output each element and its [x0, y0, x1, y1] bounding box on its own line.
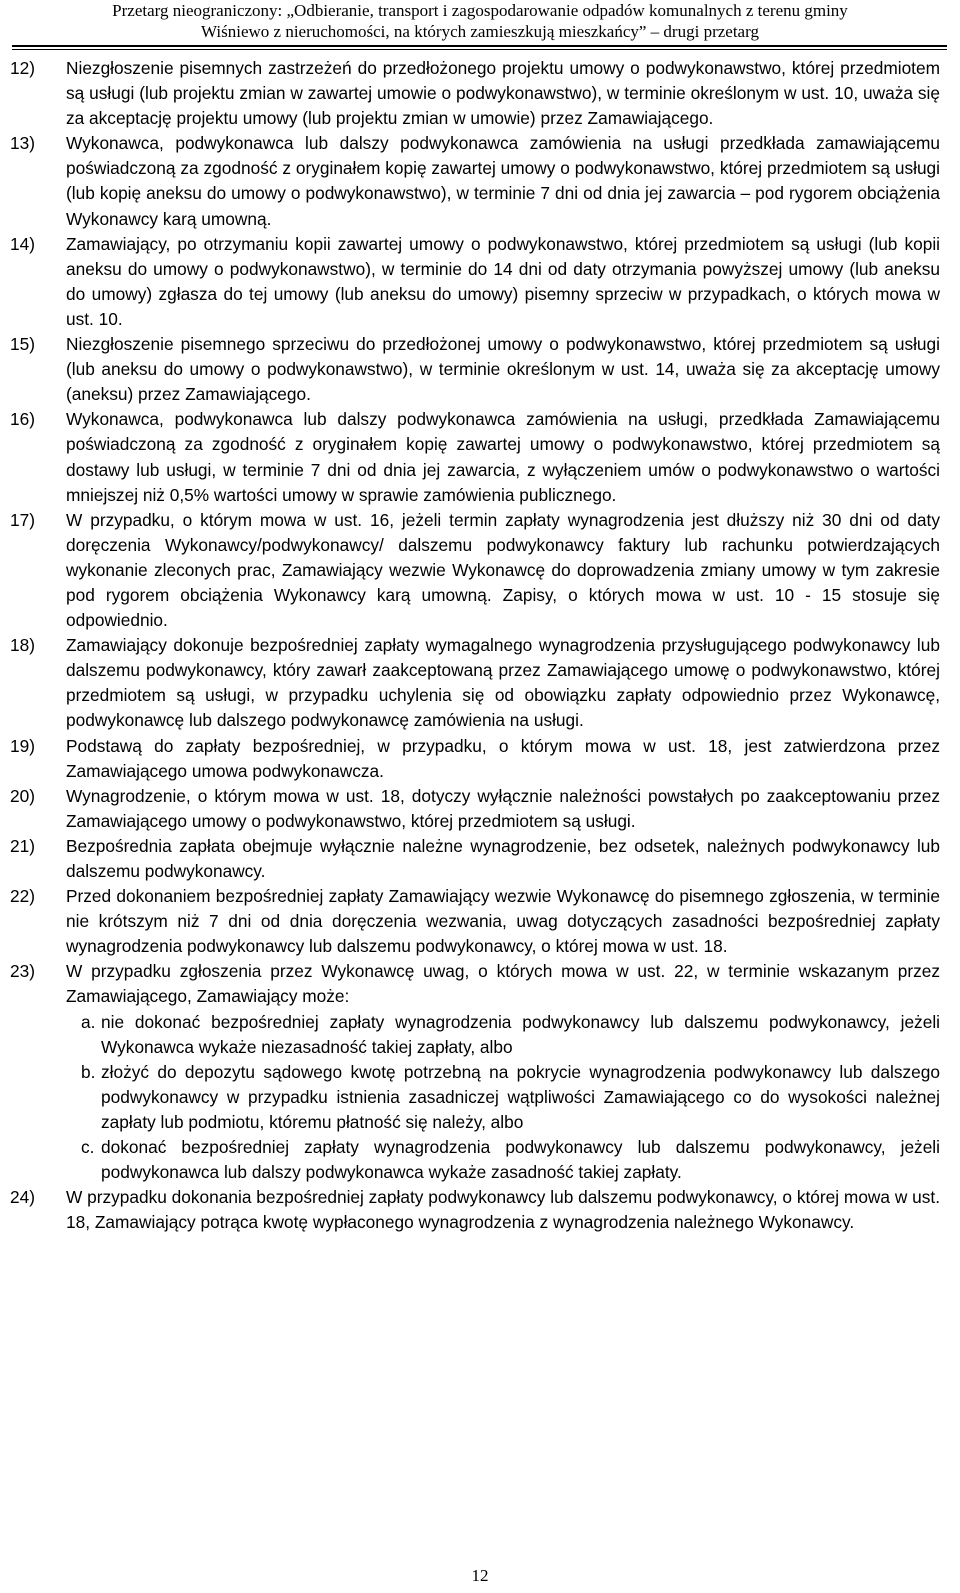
- list-item-number: 19): [10, 735, 35, 756]
- list-item-number: 20): [10, 785, 35, 806]
- list-item-text: Zamawiający, po otrzymaniu kopii zawartej umowy o podwykonawstwo, której przedmiotem są usługi (lub kopii aneksu do umowy o podwykonawstwo), w terminie do 14 dni od daty otrzymania powyższej umowy (lub aneksu do umowy) zgłasza do tej umowy (lub aneksu do umowy) pisemny sprzeciw w przypadkach, o których mowa w ust. 10.: [66, 233, 940, 329]
- list-item-number: 15): [10, 334, 35, 355]
- document-body: [10, 56, 940, 1235]
- list-item-16: [10, 407, 940, 507]
- list-item-number: 22): [10, 886, 35, 907]
- header-line-1: Przetarg nieograniczony: „Odbieranie, transport i zagospodarowanie odpadów komunalnych z terenu gminy: [112, 1, 848, 20]
- header-divider: [12, 45, 947, 50]
- list-item-number: 12): [10, 58, 35, 78]
- list-item-23: [10, 959, 940, 1009]
- sub-item-a: [10, 1010, 940, 1060]
- list-item-number: 23): [10, 961, 35, 982]
- list-item-text: Bezpośrednia zapłata obejmuje wyłącznie należne wynagrodzenie, bez odsetek, należnych podwykonawcy lub dalszemu podwykonawcy.: [66, 835, 940, 881]
- list-item-number: 17): [10, 509, 35, 530]
- sub-item-text: nie dokonać bezpośredniej zapłaty wynagrodzenia podwykonawcy lub dalszemu podwykonawcy, jeżeli Wykonawca wykaże niezasadność takiej zapłaty, albo: [101, 1011, 940, 1057]
- list-item-text: Wynagrodzenie, o którym mowa w ust. 18, dotyczy wyłącznie należności powstałych po zaakceptowaniu przez Zamawiającego umowy o podwykonawstwo, której przedmiotem są usługi.: [66, 785, 940, 831]
- list-item-13: [10, 131, 940, 231]
- list-item-number: 14): [10, 233, 35, 254]
- list-item-15: [10, 332, 940, 407]
- list-item-number: 21): [10, 835, 35, 856]
- list-item-text: Niezgłoszenie pisemnych zastrzeżeń do przedłożonego projektu umowy o podwykonawstwo, której przedmiotem są usługi (lub projektu zmian w zawartej umowie o podwykonawstwo), w terminie określonym w ust. 10, uważa się za akceptację projektu umowy (lub projektu zmian w umowie) przez Zamawiającego.: [66, 58, 940, 129]
- list-item-number: 16): [10, 409, 35, 430]
- list-item-text: Wykonawca, podwykonawca lub dalszy podwykonawca zamówienia na usługi, przedkłada Zamawiającemu poświadczoną za zgodność z oryginałem kopię zawartej umowy o podwykonawstwo, której przedmiotem są dostawy lub usługi, w terminie 7 dni od dnia jej zawarcia, z wyłączeniem umów o podwykonawstwo o wartości mniejszej niż 0,5% wartości umowy w sprawie zamówienia publicznego.: [66, 409, 940, 505]
- sub-item-b: [10, 1060, 940, 1135]
- sub-item-letter: c.: [81, 1137, 95, 1158]
- list-item-number: 24): [10, 1187, 35, 1208]
- header-line-2: Wiśniewo z nieruchomości, na których zamieszkują mieszkańcy” – drugi przetarg: [201, 22, 759, 41]
- list-item-21: [10, 834, 940, 884]
- document-header: [0, 0, 960, 42]
- sub-item-letter: a.: [81, 1011, 96, 1032]
- list-item-22: [10, 884, 940, 959]
- sub-item-c: [10, 1135, 940, 1185]
- sub-item-letter: b.: [81, 1061, 96, 1082]
- list-item-19: [10, 734, 940, 784]
- list-item-17: [10, 508, 940, 633]
- list-item-20: [10, 784, 940, 834]
- list-item-text: Przed dokonaniem bezpośredniej zapłaty Zamawiający wezwie Wykonawcę do pisemnego zgłoszenia, w terminie nie krótszym niż 7 dni od dnia doręczenia wezwania, uwag dotyczących zasadności bezpośredniej zapłaty wynagrodzenia podwykonawcy lub dalszemu podwykonawcy, o której mowa w ust. 18.: [66, 886, 940, 957]
- sub-item-text: złożyć do depozytu sądowego kwotę potrzebną na pokrycie wynagrodzenia podwykonawcy lub dalszego podwykonawcy w przypadku istnienia zasadniczej wątpliwości Zamawiającego co do wysokości należnej zapłaty lub podmiotu, któremu płatność się należy, albo: [101, 1061, 940, 1132]
- list-item-text: Niezgłoszenie pisemnego sprzeciwu do przedłożonej umowy o podwykonawstwo, której przedmiotem są usługi (lub aneksu do umowy o podwykonawstwo), w terminie określonym w ust. 14, uważa się za akceptację umowy (aneksu) przez Zamawiającego.: [66, 334, 940, 405]
- list-item-number: 13): [10, 133, 35, 154]
- list-item-text: W przypadku dokonania bezpośredniej zapłaty podwykonawcy lub dalszemu podwykonawcy, o której mowa w ust. 18, Zamawiający potrąca kwotę wypłaconego wynagrodzenia z wynagrodzenia należnego Wykonawcy.: [66, 1187, 940, 1233]
- list-item-12: [10, 56, 940, 131]
- list-item-text: Podstawą do zapłaty bezpośredniej, w przypadku, o którym mowa w ust. 18, jest zatwierdzona przez Zamawiającego umowa podwykonawcza.: [66, 735, 940, 781]
- list-item-14: [10, 232, 940, 332]
- list-item-number: 18): [10, 635, 35, 656]
- list-item-18: [10, 633, 940, 733]
- sub-item-text: dokonać bezpośredniej zapłaty wynagrodzenia podwykonawcy lub dalszemu podwykonawcy, jeżeli podwykonawca lub dalszy podwykonawca wykaże zasadność takiej zapłaty.: [101, 1137, 940, 1183]
- page-number: 12: [471, 1566, 489, 1585]
- list-item-text: Wykonawca, podwykonawca lub dalszy podwykonawca zamówienia na usługi przedkłada zamawiającemu poświadczoną za zgodność z oryginałem kopię zawartej umowy o podwykonawstwo, której przedmiotem są usługi (lub kopię aneksu do umowy o podwykonawstwo), w terminie 7 dni od dnia jej zawarcia – pod rygorem obciążenia Wykonawcy karą umowną.: [66, 133, 940, 229]
- list-item-text: W przypadku zgłoszenia przez Wykonawcę uwag, o których mowa w ust. 22, w terminie wskazanym przez Zamawiającego, Zamawiający może:: [66, 961, 940, 1007]
- list-item-text: Zamawiający dokonuje bezpośredniej zapłaty wymagalnego wynagrodzenia przysługującego podwykonawcy lub dalszemu podwykonawcy, który zawarł zaakceptowaną przez Zamawiającego umowę o podwykonawstwo, której przedmiotem są usługi, w przypadku uchylenia się od obowiązku zapłaty odpowiednio przez Wykonawcę, podwykonawcę lub dalszego podwykonawcę zamówienia na usługi.: [66, 635, 940, 731]
- list-item-24: [10, 1185, 940, 1235]
- list-item-text: W przypadku, o którym mowa w ust. 16, jeżeli termin zapłaty wynagrodzenia jest dłuższy niż 30 dni od daty doręczenia Wykonawcy/podwykonawcy/ dalszemu podwykonawcy faktury lub rachunku potwierdzających wykonanie zleconych prac, Zamawiający wezwie Wykonawcę do doprowadzenia zmiany umowy w tym zakresie pod rygorem obciążenia Wykonawcy karą umowną. Zapisy, o których mowa w ust. 10 - 15 stosuje się odpowiednio.: [66, 509, 940, 631]
